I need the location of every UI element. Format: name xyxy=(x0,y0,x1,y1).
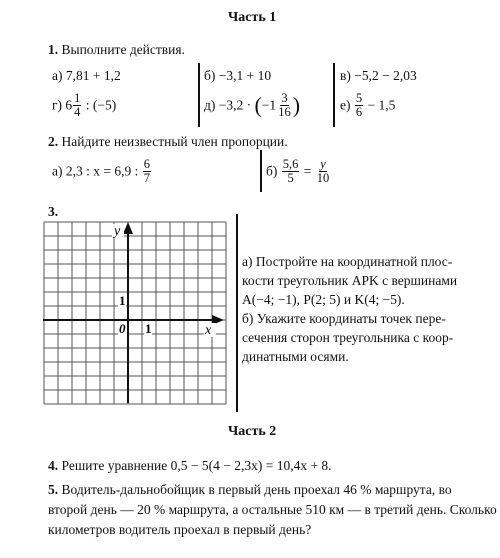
grid-lines xyxy=(44,222,226,404)
task2-text: Найдите неизвестный член пропорции. xyxy=(61,134,288,149)
task1-g-fraction xyxy=(73,92,81,119)
task3-line-b3: динатными осями. xyxy=(242,349,349,364)
origin-label: 0 xyxy=(119,321,126,336)
task2-a-num: 6 xyxy=(143,157,150,171)
task2-b-fraction-2 xyxy=(316,158,331,185)
task3-line-a1: а) Постройте на координатной плос- xyxy=(242,254,453,269)
task3-number: 3. xyxy=(48,204,59,219)
task3-line-b2: сечения сторон треугольника с коор- xyxy=(242,330,454,345)
task1-g-suffix: : (−5) xyxy=(85,97,117,113)
coordinate-grid xyxy=(40,220,240,415)
task2-b-den2: 10 xyxy=(316,171,330,186)
task1-d-fraction xyxy=(277,92,292,119)
task1-d-num: 3 xyxy=(281,91,288,105)
task2-b-den1: 5 xyxy=(287,171,294,186)
task3-line-a2: кости треугольник APK с вершинами xyxy=(242,273,458,288)
task1-g-num: 1 xyxy=(74,91,81,105)
task2-b-num1: 5,6 xyxy=(282,157,299,171)
task1-g-den: 4 xyxy=(74,105,81,120)
task2-a-prefix: а) 2,3 : x = 6,9 : xyxy=(52,163,139,179)
task1-d xyxy=(204,92,300,119)
task1-number: 1. xyxy=(48,42,59,57)
task2-a-fraction xyxy=(143,158,151,185)
task1-a: а) 7,81 + 1,2 xyxy=(52,68,121,83)
task1-text: Выполните действия. xyxy=(61,42,185,57)
task1-g xyxy=(52,92,116,119)
x-axis-label: x xyxy=(205,323,212,338)
y-axis-arrow xyxy=(123,222,133,234)
task1-d-minus: −1 xyxy=(261,97,277,113)
unit-x-label: 1 xyxy=(145,321,152,336)
task4-number: 4. xyxy=(48,458,59,473)
task1-divider-2 xyxy=(333,63,335,127)
task5 xyxy=(48,480,497,540)
task1-e-fraction xyxy=(355,92,363,119)
task5-line2: второй день — 20 % маршрута, а остальные 510 км — в третий день. Сколько xyxy=(48,502,497,517)
task3-line-b1: б) Укажите координаты точек пере- xyxy=(242,311,446,326)
task1-d-den: 16 xyxy=(278,105,291,120)
y-axis-label: y xyxy=(114,224,121,239)
task1-e-prefix: е) xyxy=(340,97,351,113)
task3-divider xyxy=(236,214,238,412)
task2-heading xyxy=(48,134,288,150)
task1-e-num: 5 xyxy=(355,91,363,105)
unit-y-label: 1 xyxy=(119,293,126,308)
task2-b-fraction-1 xyxy=(282,158,300,185)
task5-number: 5. xyxy=(48,482,59,497)
task1-d-prefix: д) −3,2 · xyxy=(204,97,252,113)
task3-line-a3: A(−4; −1), P(2; 5) и K(4; −5). xyxy=(242,292,405,307)
part1-title: Часть 1 xyxy=(228,10,277,25)
task1-heading xyxy=(48,42,185,58)
task1-b: б) −3,1 + 10 xyxy=(204,68,272,83)
task5-line1: Водитель-дальнобойщик в первый день проехал 46 % маршрута, во xyxy=(61,482,452,497)
task1-e-suffix: − 1,5 xyxy=(367,97,396,113)
task3-text xyxy=(242,252,457,366)
task1-e xyxy=(340,92,395,119)
task2-b-num2: y xyxy=(320,157,326,171)
task2-b-prefix: б) xyxy=(266,163,278,179)
task4-text: Решите уравнение 0,5 − 5(4 − 2,3x) = 10,4x + 8. xyxy=(61,458,332,473)
task1-e-den: 6 xyxy=(355,105,363,120)
part2-title: Часть 2 xyxy=(228,424,277,439)
task4 xyxy=(48,458,332,474)
task2-b xyxy=(266,158,331,185)
task2-a xyxy=(52,158,152,185)
task1-d-close: ) xyxy=(292,92,301,118)
task1-v: в) −5,2 − 2,03 xyxy=(340,68,417,83)
task5-line3: километров водитель проехал в первый день? xyxy=(48,522,312,537)
task2-a-den: 7 xyxy=(143,171,150,186)
task2-number: 2. xyxy=(48,134,59,149)
task2-divider xyxy=(260,150,262,192)
task1-d-open: ( xyxy=(254,92,262,118)
task1-divider-1 xyxy=(198,63,200,127)
task2-b-eq: = xyxy=(303,163,312,179)
task1-g-prefix: г) 6 xyxy=(52,97,73,113)
